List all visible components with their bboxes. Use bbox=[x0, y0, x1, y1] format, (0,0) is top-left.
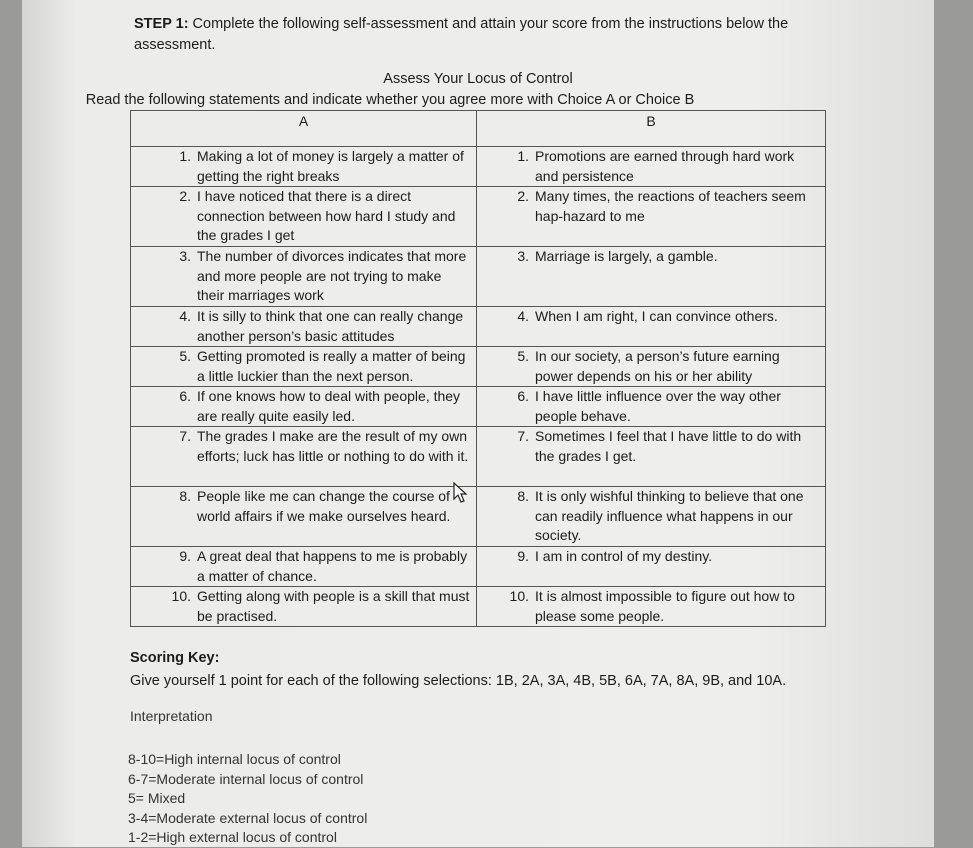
statement-text: I have noticed that there is a direct connection between how hard I study and the grades I get bbox=[197, 188, 456, 243]
choice-a-cell bbox=[131, 387, 477, 427]
interpretation-list bbox=[128, 750, 367, 848]
choice-b-cell bbox=[477, 247, 826, 307]
scoring-text: Give yourself 1 point for each of the following selections: 1B, 2A, 3A, 4B, 5B, 6A, 7A, 8A, 9B, and 10A. bbox=[130, 673, 787, 689]
item-number: 3. bbox=[517, 248, 529, 264]
choice-a-cell bbox=[131, 187, 477, 247]
statement-text: Sometimes I feel that I have little to do with the grades I get. bbox=[535, 428, 802, 464]
assessment-table bbox=[130, 110, 826, 627]
choice-a-cell bbox=[131, 307, 477, 347]
statement-text: Many times, the reactions of teachers seem hap-hazard to me bbox=[535, 188, 806, 224]
step-text: Complete the following self-assessment and attain your score from the instructions below the assessment. bbox=[134, 16, 789, 53]
statement-text: Marriage is largely, a gamble. bbox=[535, 248, 718, 264]
choice-a-cell bbox=[131, 587, 477, 627]
assessment-subtitle: Read the following statements and indicate whether you agree more with Choice A or Choice B bbox=[85, 92, 695, 108]
interpretation-item: 1-2=High external locus of control bbox=[128, 829, 337, 846]
choice-b-cell bbox=[477, 547, 826, 587]
table-row bbox=[131, 587, 826, 627]
item-number: 2. bbox=[517, 188, 529, 204]
item-number: 6. bbox=[517, 388, 529, 404]
statement-text: It is only wishful thinking to believe that one can readily influence what happens in our society. bbox=[535, 488, 804, 543]
statement-text: When I am right, I can convince others. bbox=[535, 308, 778, 324]
item-number: 1. bbox=[517, 148, 529, 164]
item-number: 4. bbox=[179, 308, 191, 324]
choice-a-item bbox=[131, 547, 476, 586]
item-number: 9. bbox=[179, 548, 191, 564]
statement-text: If one knows how to deal with people, they are really quite easily led. bbox=[197, 388, 461, 424]
choice-a-cell bbox=[131, 427, 477, 487]
item-number: 10. bbox=[509, 588, 529, 604]
table-row bbox=[131, 187, 826, 247]
item-number: 1. bbox=[179, 148, 191, 164]
choice-b-cell bbox=[477, 427, 826, 487]
choice-a-item bbox=[131, 247, 476, 306]
item-number: 8. bbox=[517, 488, 529, 504]
choice-b-item bbox=[477, 187, 825, 226]
choice-b-cell bbox=[477, 587, 826, 627]
item-number: 7. bbox=[517, 428, 529, 444]
scoring-heading: Scoring Key: bbox=[130, 650, 220, 666]
table-row bbox=[131, 347, 826, 387]
column-header-b: B bbox=[477, 111, 826, 147]
choice-a-cell bbox=[131, 547, 477, 587]
choice-b-item bbox=[477, 487, 825, 546]
statement-text: I am in control of my destiny. bbox=[535, 548, 713, 564]
statement-text: I have little influence over the way other people behave. bbox=[535, 388, 781, 424]
choice-b-cell bbox=[477, 487, 826, 547]
statement-text: The grades I make are the result of my own efforts; luck has little or nothing to do with it. bbox=[197, 428, 469, 464]
table-row bbox=[131, 427, 826, 487]
choice-a-cell bbox=[131, 487, 477, 547]
choice-b-cell bbox=[477, 187, 826, 247]
item-number: 8. bbox=[179, 488, 191, 504]
choice-a-item bbox=[131, 307, 476, 346]
choice-b-item bbox=[477, 547, 825, 567]
item-number: 3. bbox=[179, 248, 191, 264]
choice-a-item bbox=[131, 427, 476, 466]
choice-b-item bbox=[477, 347, 825, 386]
statement-text: Getting promoted is really a matter of being a little luckier than the next person. bbox=[197, 348, 466, 384]
choice-b-cell bbox=[477, 307, 826, 347]
item-number: 5. bbox=[517, 348, 529, 364]
step-label: STEP 1: bbox=[134, 16, 189, 32]
choice-b-cell bbox=[477, 147, 826, 187]
interpretation-item: 3-4=Moderate external locus of control bbox=[128, 809, 368, 826]
document-page bbox=[22, 0, 934, 847]
item-number: 7. bbox=[179, 428, 191, 444]
table-row bbox=[131, 147, 826, 187]
statement-text: A great deal that happens to me is probably a matter of chance. bbox=[197, 548, 468, 584]
choice-a-cell bbox=[131, 147, 477, 187]
item-number: 5. bbox=[179, 348, 191, 364]
step-instructions bbox=[134, 14, 854, 56]
choice-a-item bbox=[131, 487, 476, 526]
column-header-a: A bbox=[131, 111, 477, 147]
choice-b-item bbox=[477, 427, 825, 466]
statement-text: Making a lot of money is largely a matter of getting the right breaks bbox=[197, 148, 464, 184]
interpretation-heading: Interpretation bbox=[130, 708, 213, 724]
choice-a-item bbox=[131, 347, 476, 386]
choice-a-item bbox=[131, 147, 476, 186]
table-row bbox=[131, 247, 826, 307]
choice-b-item bbox=[477, 387, 825, 426]
item-number: 9. bbox=[517, 548, 529, 564]
choice-b-item bbox=[477, 247, 825, 267]
choice-b-item bbox=[477, 147, 825, 186]
choice-a-cell bbox=[131, 247, 477, 307]
choice-b-item bbox=[477, 307, 825, 327]
item-number: 6. bbox=[179, 388, 191, 404]
item-number: 4. bbox=[517, 308, 529, 324]
item-number: 2. bbox=[179, 188, 191, 204]
choice-b-item bbox=[477, 587, 825, 626]
statement-text: It is silly to think that one can really change another person’s basic attitudes bbox=[197, 308, 464, 344]
statement-text: The number of divorces indicates that more and more people are not trying to make their marriages work bbox=[197, 248, 467, 303]
item-number: 10. bbox=[171, 588, 191, 604]
table-row bbox=[131, 547, 826, 587]
choice-b-cell bbox=[477, 347, 826, 387]
choice-a-cell bbox=[131, 347, 477, 387]
statement-text: Getting along with people is a skill that must be practised. bbox=[197, 588, 470, 624]
choice-a-item bbox=[131, 387, 476, 426]
table-row bbox=[131, 307, 826, 347]
interpretation-item: 5= Mixed bbox=[128, 790, 186, 807]
statement-text: Promotions are earned through hard work and persistence bbox=[535, 148, 795, 184]
statement-text: People like me can change the course of world affairs if we make ourselves heard. bbox=[197, 488, 451, 524]
statement-text: It is almost impossible to figure out how to please some people. bbox=[535, 588, 795, 624]
statement-text: In our society, a person’s future earning power depends on his or her ability bbox=[535, 348, 780, 384]
assessment-title: Assess Your Locus of Control bbox=[383, 71, 573, 87]
mouse-cursor-icon bbox=[453, 482, 469, 504]
choice-a-item bbox=[131, 587, 476, 626]
choice-b-cell bbox=[477, 387, 826, 427]
table-row bbox=[131, 387, 826, 427]
interpretation-item: 8-10=High internal locus of control bbox=[128, 751, 341, 767]
interpretation-item: 6-7=Moderate internal locus of control bbox=[128, 770, 364, 787]
choice-a-item bbox=[131, 187, 476, 246]
table-row bbox=[131, 487, 826, 547]
